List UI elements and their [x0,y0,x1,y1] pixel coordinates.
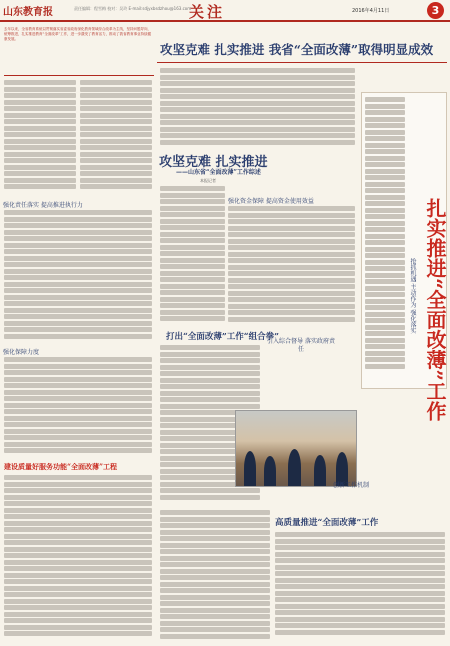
lead-paragraph: 去年以来，全省教育系统以贯彻落实省委省政府深化教育领域综合改革为主线，坚持问题导向，统筹推进，扎实推进教育“全面改革”工作，进一步激发了教育活力，推动了我省教育事业持续健康发展。 [4,27,154,76]
article-title-quality: 高质量推进“全面改薄”工作 [275,518,379,528]
text-column-left-mid [4,210,152,343]
text-column-center-top [160,68,355,148]
byline: 本报记者 [200,178,216,183]
article-subhead-4: 引入综合督导 落实政府责任 [267,338,335,353]
article-title-main: 攻坚克难 扎实推进 [159,155,268,170]
sidebar-text [365,97,405,382]
text-column-left-top-2 [80,80,152,195]
article-subtitle-main: ——山东省“全面改薄”工作综述 [176,169,261,176]
issue-date: 2016年4月11日 [352,8,390,14]
article-subhead-1: 强化责任落实 提高推进执行力 [3,202,83,209]
text-column-left-top [4,80,76,195]
text-column-center-mid [160,186,225,326]
page-number: 3 [427,2,444,19]
section-title: 关注 [189,3,226,21]
text-column-center-bottom [160,510,270,643]
article-title-combination: 打出“全面改薄”工作“组合拳” [166,332,280,342]
text-column-left-bottom [4,475,152,643]
classroom-photo [235,410,357,487]
article-title-left-bottom: 建设质量好服务功能“全面改薄”工程 [4,462,118,471]
masthead [0,0,450,22]
text-column-center-mid-2 [228,206,355,326]
article-subhead-5: 创新工作机制 [332,482,369,489]
newspaper-logo: 山东教育报 [3,7,53,18]
article-subhead-3: 强化资金保障 提高资金使用效益 [228,198,314,205]
article-subhead-2: 强化保障力度 [3,349,40,356]
vertical-red-title: 扎实推进“全面改薄”工作 [423,198,447,422]
red-divider [157,62,447,63]
main-headline: 攻坚克难 扎实推进 我省“全面改薄”取得明显成效 [160,42,434,57]
text-column-right-bottom [275,532,445,643]
editor-info: 责任编辑：程雪梅 校对：吴玲 E-mail:sdjyxbsdzhou@163.com [74,6,192,11]
text-column-left-lower [4,357,152,457]
vertical-subtitle: 抢抓机遇 主动作为 强化落实 [409,258,416,334]
